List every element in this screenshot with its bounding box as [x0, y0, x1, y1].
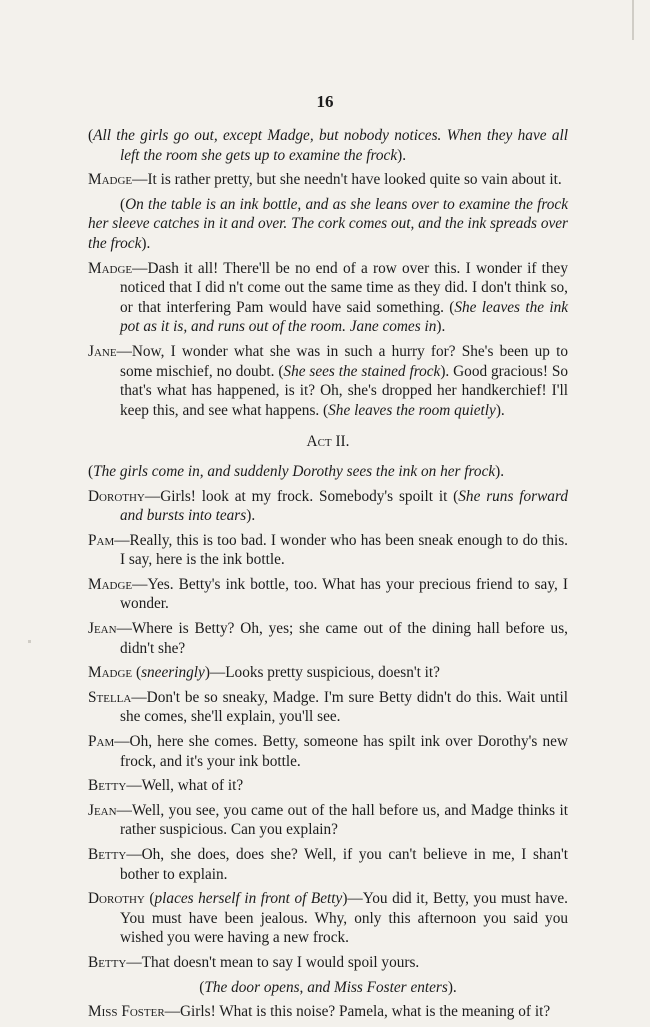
speaker-name: Dorothy [88, 487, 145, 505]
dialogue-line [88, 531, 568, 570]
stage-direction [88, 195, 568, 254]
dialogue-line [88, 732, 568, 771]
text-run: —It is rather pretty, but she needn't have looked quite so vain about it. [132, 171, 562, 189]
speaker-name: Betty [88, 846, 127, 863]
italic-text: All the girls go out, except Madge, but nobody notices. When they have all left the room she gets up to examine the frock [93, 127, 568, 164]
speaker-name: Madge [88, 575, 133, 593]
speaker-name: Madge [88, 664, 133, 682]
dialogue-line [88, 259, 568, 337]
text-run: —Really, this is too bad. I wonder who has been sneak enough to do this. I say, here is the ink bottle. [114, 531, 568, 569]
speaker-name: Pam [88, 733, 115, 751]
italic-text: The girls come in, and suddenly Dorothy sees the ink on her frock [93, 462, 496, 480]
text-run: —Girls! look at my frock. Somebody's spoilt it ( [144, 487, 459, 505]
text-run: ). Good gracious! So that's what has happened, is it? Oh, she's dropped her handkerchief! I'll keep this, and see what happens. ( [120, 362, 568, 419]
italic-text: The door opens, and Miss Foster enters [204, 978, 448, 996]
margin-speck [28, 640, 31, 643]
dialogue-line [88, 1002, 568, 1022]
speaker-name: Jane [88, 342, 117, 360]
text-run: ). [436, 318, 446, 336]
dialogue-line [88, 619, 568, 658]
text-run: ). [397, 146, 407, 164]
speaker-name: Stella [88, 688, 132, 706]
text-run: —Well, what of it? [126, 777, 244, 795]
speaker-name: Dorothy [88, 890, 145, 908]
text-run: ). [447, 978, 457, 996]
stage-direction [88, 462, 568, 482]
text-run: —Don't be so sneaky, Madge. I'm sure Betty didn't do this. Wait until she comes, she'll explain, you'll see. [120, 688, 568, 726]
text-run: —Oh, here she comes. Betty, someone has spilt ink over Dorothy's new frock, and it's your ink bottle. [114, 733, 568, 770]
italic-text: sneeringly [141, 664, 205, 682]
italic-text: She leaves the room quietly [328, 401, 496, 419]
italic-text: She leaves the ink pot as it is, and runs out of the room. Jane comes in [120, 298, 569, 336]
text-run: —That doesn't mean to say I would spoil yours. [126, 953, 420, 971]
text-run: ( [144, 890, 155, 908]
speaker-name: Jean [88, 620, 117, 638]
dialogue-line [88, 663, 568, 683]
dialogue-line [88, 688, 568, 727]
dialogue-line [88, 487, 568, 526]
act-heading: Act II. [306, 433, 350, 451]
dialogue-line [88, 170, 568, 190]
text-run: —Where is Betty? Oh, yes; she came out of the dining hall before us, didn't she? [116, 620, 568, 657]
text-run: ). [141, 234, 151, 252]
text-run: —Yes. Betty's ink bottle, too. What has your precious friend to say, I wonder. [120, 575, 568, 613]
stage-direction [88, 978, 568, 998]
dialogue-line [88, 801, 568, 840]
speaker-name: Madge [88, 259, 133, 277]
text-run: ( [199, 978, 205, 996]
speaker-name: Miss Foster [88, 1003, 165, 1021]
text-run: —Now, I wonder what she was in such a hurry for? She's been up to some mischief, no doubt. ( [116, 342, 568, 380]
text-run: ( [88, 462, 94, 480]
text-run: ( [132, 664, 142, 682]
italic-text: She sees the stained frock [283, 362, 441, 380]
stage-direction [88, 126, 568, 165]
italic-text: She runs forward and bursts into tears [120, 487, 568, 525]
speaker-name: Jean [88, 801, 117, 819]
text-run: )—You did it, Betty, you must have. You must have been jealous. Why, only this afternoon you said you wished you were having a new frock. [120, 890, 568, 947]
italic-text: On the table is an ink bottle, and as she leans over to examine the frock her sleeve catches in it and over. The cork comes out, and the ink spreads over the frock [88, 195, 568, 252]
speaker-name: Betty [88, 953, 127, 971]
text-run: ( [88, 127, 94, 144]
text-run: —Dash it all! There'll be no end of a row over this. I wonder if they noticed that I did n't come out the same time as they did. I don't think so, or that interfering Pam would have said something. ( [120, 259, 568, 316]
text-run: —Well, you see, you came out of the hall before us, and Madge thinks it rather suspicious. Can you explain? [116, 801, 568, 839]
text-run: —Girls! What is this noise? Pamela, what is the meaning of it? [164, 1003, 551, 1021]
italic-text: places herself in front of Betty [154, 890, 343, 908]
text-run: ). [246, 507, 256, 525]
speaker-name: Madge [88, 171, 133, 189]
dialogue-line [88, 575, 568, 614]
dialogue-line [88, 889, 568, 948]
text-run: —Oh, she does, does she? Well, if you can't believe in me, I shan't bother to explain. [120, 846, 568, 883]
text-run: ( [120, 195, 126, 213]
text-run: ). [495, 462, 505, 480]
speaker-name: Betty [88, 777, 127, 795]
page-number: 16 [316, 92, 334, 111]
dialogue-line [88, 776, 568, 796]
play-text [88, 126, 568, 1027]
text-run: ). [495, 401, 505, 419]
dialogue-line [88, 953, 568, 973]
dialogue-line [88, 342, 568, 420]
speaker-name: Pam [88, 531, 115, 549]
page-crease-mark [632, 0, 634, 40]
dialogue-line [88, 845, 568, 884]
text-run: )—Looks pretty suspicious, doesn't it? [204, 664, 440, 682]
